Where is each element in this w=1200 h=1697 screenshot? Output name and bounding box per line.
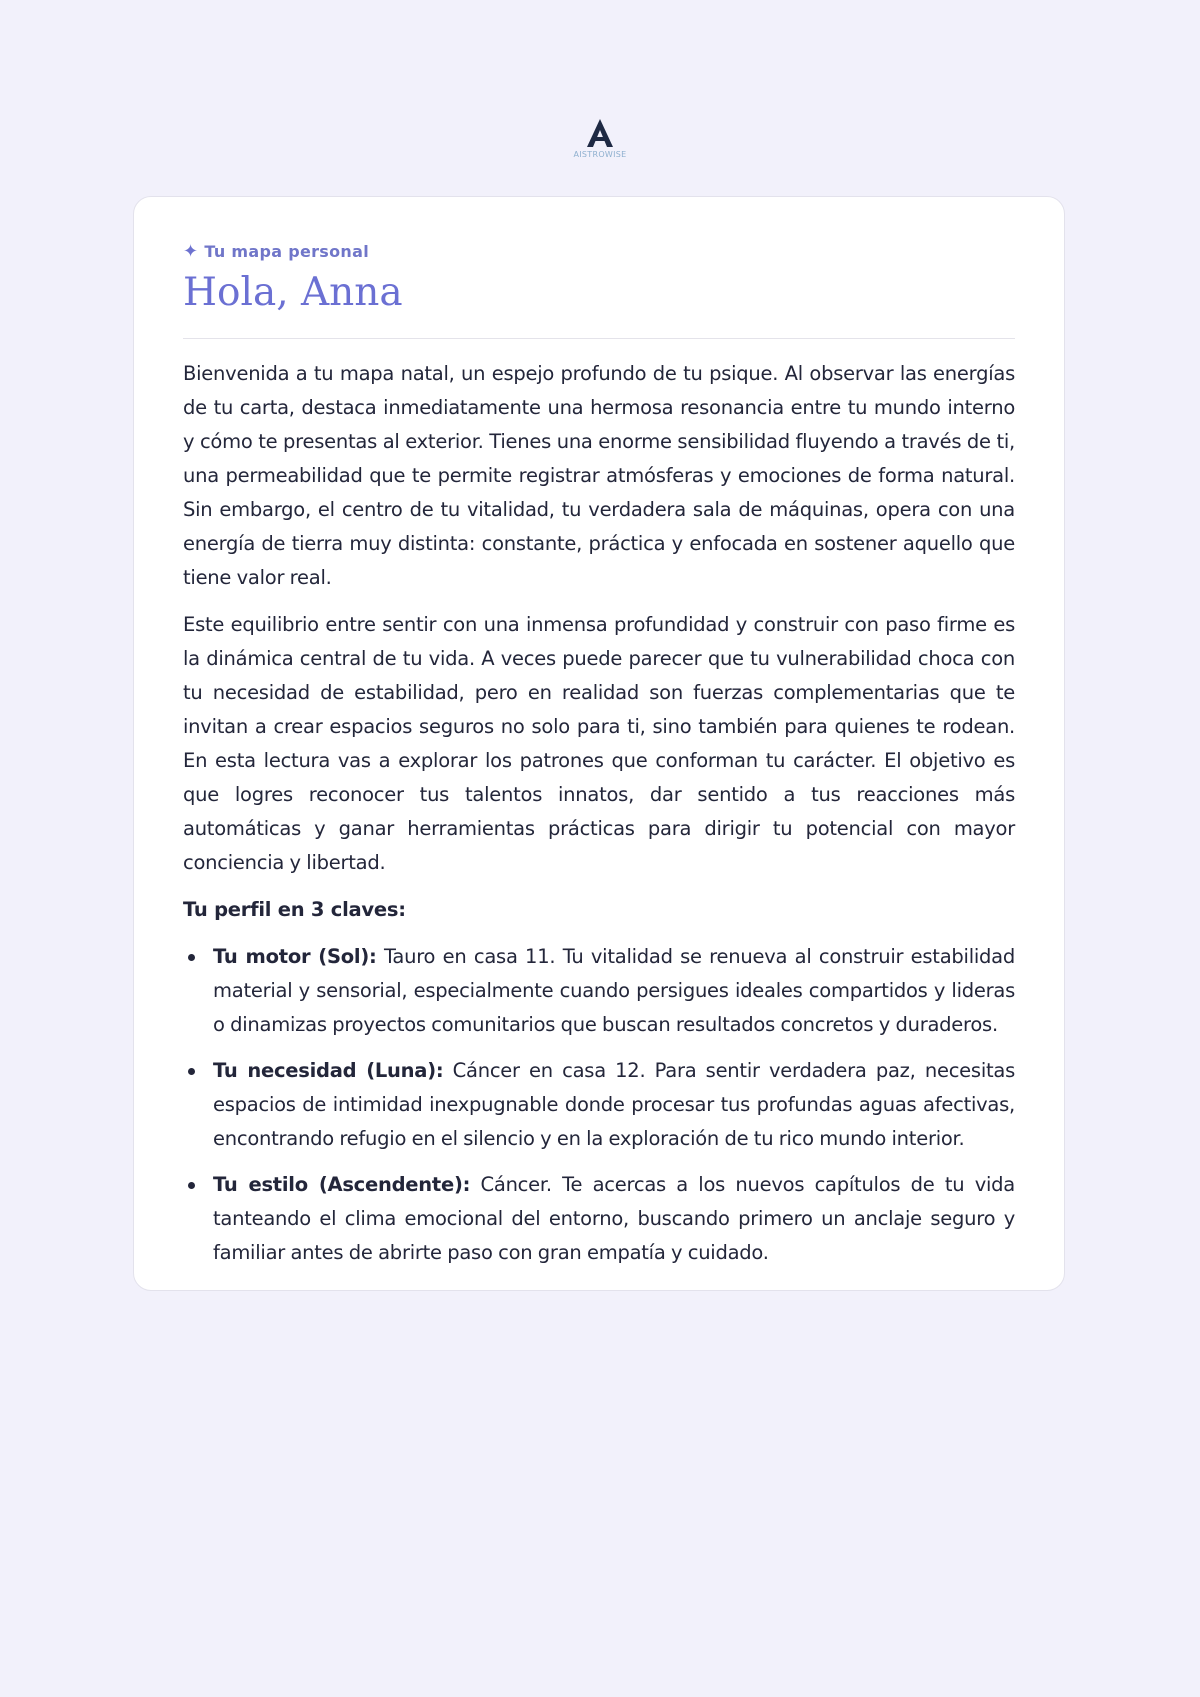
reading-body [183, 357, 1015, 1270]
sparkle-icon: ✦ [183, 240, 199, 262]
letter-a-logo-icon [584, 118, 616, 148]
profile-item-ascendant [183, 1168, 1015, 1270]
reading-card [133, 196, 1065, 1291]
profile-list [183, 940, 1015, 1270]
intro-paragraph: Este equilibrio entre sentir con una inmensa profundidad y construir con paso firme es la dinámica central de tu vida. A veces puede parecer que tu vulnerabilidad choca con tu necesidad de estabilidad, pero en realidad son fuerzas complementarias que te invitan a crear espacios seguros no solo para ti, sino también para quienes te rodean. En esta lectura vas a explorar los patrones que conforman tu carácter. El objetivo es que logres reconocer tus talentos innatos, dar sentido a tus reacciones más automáticas y ganar herramientas prácticas para dirigir tu potencial con mayor conciencia y libertad. [183, 613, 1015, 874]
profile-item-moon [183, 1054, 1015, 1156]
profile-item-label: Tu motor (Sol): [213, 945, 377, 968]
brand-logo [0, 118, 1200, 159]
profile-item-text: Cáncer en casa 12. Para sentir verdadera paz, necesitas espacios de intimidad inexpugnable donde procesar tus profundas aguas afectivas, encontrando refugio en el silencio y en la exploración de tu rico mundo interior. [213, 1059, 1015, 1150]
bullet-dot [188, 1068, 195, 1075]
section-eyebrow [183, 239, 1015, 263]
profile-item-text: Cáncer. Te acercas a los nuevos capítulos de tu vida tanteando el clima emocional del entorno, buscando primero un anclaje seguro y familiar antes de abrirte paso con gran empatía y cuidado. [213, 1173, 1015, 1264]
brand-wordmark: AISTROWISE [573, 150, 627, 159]
profile-item-text: Tauro en casa 11. Tu vitalidad se renueva al construir estabilidad material y sensorial, especialmente cuando persigues ideales compartidos y lideras o dinamizas proyectos comunitarios que buscan resultados concretos y duraderos. [213, 945, 1015, 1036]
profile-heading: Tu perfil en 3 claves: [183, 898, 406, 921]
bullet-dot [188, 1182, 195, 1189]
intro-paragraph: Bienvenida a tu mapa natal, un espejo profundo de tu psique. Al observar las energías de tu carta, destaca inmediatamente una hermosa resonancia entre tu mundo interno y cómo te presentas al exterior. Tienes una enorme sensibilidad fluyendo a través de ti, una permeabilidad que te permite registrar atmósferas y emociones de forma natural. Sin embargo, el centro de tu vitalidad, tu verdadera sala de máquinas, opera con una energía de tierra muy distinta: constante, práctica y enfocada en sostener aquello que tiene valor real. [183, 362, 1015, 589]
eyebrow-label: Tu mapa personal [204, 241, 369, 261]
bullet-dot [188, 954, 195, 961]
profile-item-label: Tu estilo (Ascendente): [213, 1173, 471, 1196]
profile-item-sun [183, 940, 1015, 1042]
divider [183, 338, 1015, 339]
profile-item-label: Tu necesidad (Luna): [213, 1059, 444, 1082]
page-title: Hola, Anna [183, 270, 403, 315]
